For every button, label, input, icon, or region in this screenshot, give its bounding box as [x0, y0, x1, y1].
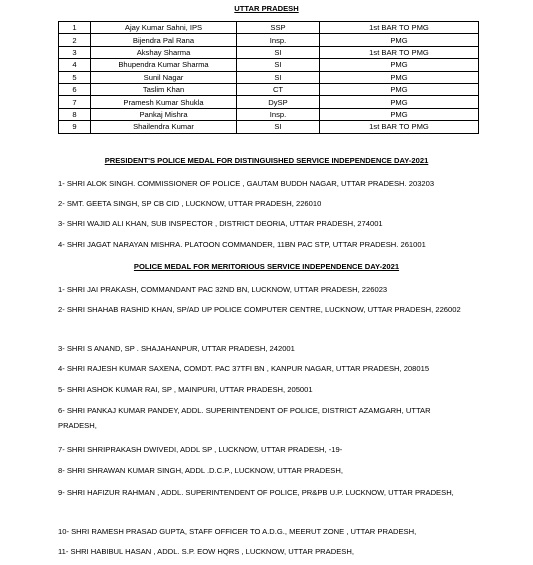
serial-cell: 8	[59, 108, 91, 120]
serial-cell: 2	[59, 34, 91, 46]
name-cell: Bijendra Pal Rana	[91, 34, 237, 46]
name-cell: Akshay Sharma	[91, 46, 237, 58]
meritorious-entry: 9- SHRI HAFIZUR RAHMAN , ADDL. SUPERINTENDENT OF POLICE, PR&PB U.P. LUCKNOW, UTTAR PRADESH,	[58, 488, 454, 497]
medal-cell: PMG	[320, 71, 479, 83]
rank-cell: DySP	[237, 96, 320, 108]
rank-cell: Insp.	[237, 108, 320, 120]
rank-cell: Insp.	[237, 34, 320, 46]
name-cell: Ajay Kumar Sahni, IPS	[91, 22, 237, 34]
table-row	[59, 59, 479, 71]
state-heading: UTTAR PRADESH	[234, 4, 299, 13]
awards-table	[58, 21, 479, 134]
meritorious-entry: 6- SHRI PANKAJ KUMAR PANDEY, ADDL. SUPERINTENDENT OF POLICE, DISTRICT AZAMGARH, UTTAR PRADESH,	[58, 406, 431, 430]
distinguished-entry: 3- SHRI WAJID ALI KHAN, SUB INSPECTOR , DISTRICT DEORIA, UTTAR PRADESH, 274001	[58, 219, 383, 228]
serial-cell: 6	[59, 83, 91, 95]
distinguished-entry: 1- SHRI ALOK SINGH. COMMISSIONER OF POLICE , GAUTAM BUDDH NAGAR, UTTAR PRADESH. 203203	[58, 179, 435, 188]
meritorious-entry: 8- SHRI SHRAWAN KUMAR SINGH, ADDL .D.C.P., LUCKNOW, UTTAR PRADESH,	[58, 466, 343, 475]
medal-cell: 1st BAR TO PMG	[320, 46, 479, 58]
name-cell: Sunil Nagar	[91, 71, 237, 83]
table-row	[59, 46, 479, 58]
name-cell: Shailendra Kumar	[91, 121, 237, 133]
medal-cell: PMG	[320, 83, 479, 95]
rank-cell: SI	[237, 121, 320, 133]
meritorious-entry: 11- SHRI HABIBUL HASAN , ADDL. S.P. EOW HQRS , LUCKNOW, UTTAR PRADESH,	[58, 547, 354, 556]
meritorious-entry: 5- SHRI ASHOK KUMAR RAI, SP , MAINPURI, UTTAR PRADESH, 205001	[58, 385, 313, 394]
name-cell: Pramesh Kumar Shukla	[91, 96, 237, 108]
table-row	[59, 83, 479, 95]
serial-cell: 9	[59, 121, 91, 133]
serial-cell: 3	[59, 46, 91, 58]
distinguished-entry: 4- SHRI JAGAT NARAYAN MISHRA. PLATOON COMMANDER, 11BN PAC STP, UTTAR PRADESH. 261001	[58, 240, 426, 249]
distinguished-entry: 2- SMT. GEETA SINGH, SP CB CID , LUCKNOW, UTTAR PRADESH, 226010	[58, 199, 322, 208]
table-row	[59, 121, 479, 133]
medal-cell: PMG	[320, 108, 479, 120]
medal-cell: 1st BAR TO PMG	[320, 22, 479, 34]
name-cell: Taslim Khan	[91, 83, 237, 95]
serial-cell: 7	[59, 96, 91, 108]
distinguished-service-heading: PRESIDENT'S POLICE MEDAL FOR DISTINGUISHED SERVICE INDEPENDENCE DAY-2021	[104, 156, 429, 165]
medal-cell: PMG	[320, 34, 479, 46]
meritorious-service-heading: POLICE MEDAL FOR MERITORIOUS SERVICE INDEPENDENCE DAY-2021	[133, 262, 400, 271]
medal-cell: 1st BAR TO PMG	[320, 121, 479, 133]
rank-cell: SSP	[237, 22, 320, 34]
medal-cell: PMG	[320, 59, 479, 71]
table-row	[59, 96, 479, 108]
rank-cell: SI	[237, 71, 320, 83]
table-row	[59, 108, 479, 120]
table-row	[59, 22, 479, 34]
meritorious-entry: 1- SHRI JAI PRAKASH, COMMANDANT PAC 32ND BN, LUCKNOW, UTTAR PRADESH, 226023	[58, 285, 388, 294]
rank-cell: CT	[237, 83, 320, 95]
medal-cell: PMG	[320, 96, 479, 108]
name-cell: Bhupendra Kumar Sharma	[91, 59, 237, 71]
meritorious-entry: 10- SHRI RAMESH PRASAD GUPTA, STAFF OFFICER TO A.D.G., MEERUT ZONE , UTTAR PRADESH,	[58, 527, 417, 536]
rank-cell: SI	[237, 46, 320, 58]
serial-cell: 5	[59, 71, 91, 83]
name-cell: Pankaj Mishra	[91, 108, 237, 120]
table-row	[59, 71, 479, 83]
meritorious-entry: 4- SHRI RAJESH KUMAR SAXENA, COMDT. PAC 37TFI BN , KANPUR NAGAR, UTTAR PRADESH, 208015	[58, 364, 430, 373]
rank-cell: SI	[237, 59, 320, 71]
table-row	[59, 34, 479, 46]
meritorious-entry: 3- SHRI S ANAND, SP . SHAJAHANPUR, UTTAR PRADESH, 242001	[58, 344, 295, 353]
meritorious-entry: 2- SHRI SHAHAB RASHID KHAN, SP/AD UP POLICE COMPUTER CENTRE, LUCKNOW, UTTAR PRADESH, 226002	[58, 305, 461, 314]
serial-cell: 4	[59, 59, 91, 71]
meritorious-entry: 7- SHRI SHRIPRAKASH DWIVEDI, ADDL SP , LUCKNOW, UTTAR PRADESH, -19-	[58, 445, 343, 454]
serial-cell: 1	[59, 22, 91, 34]
